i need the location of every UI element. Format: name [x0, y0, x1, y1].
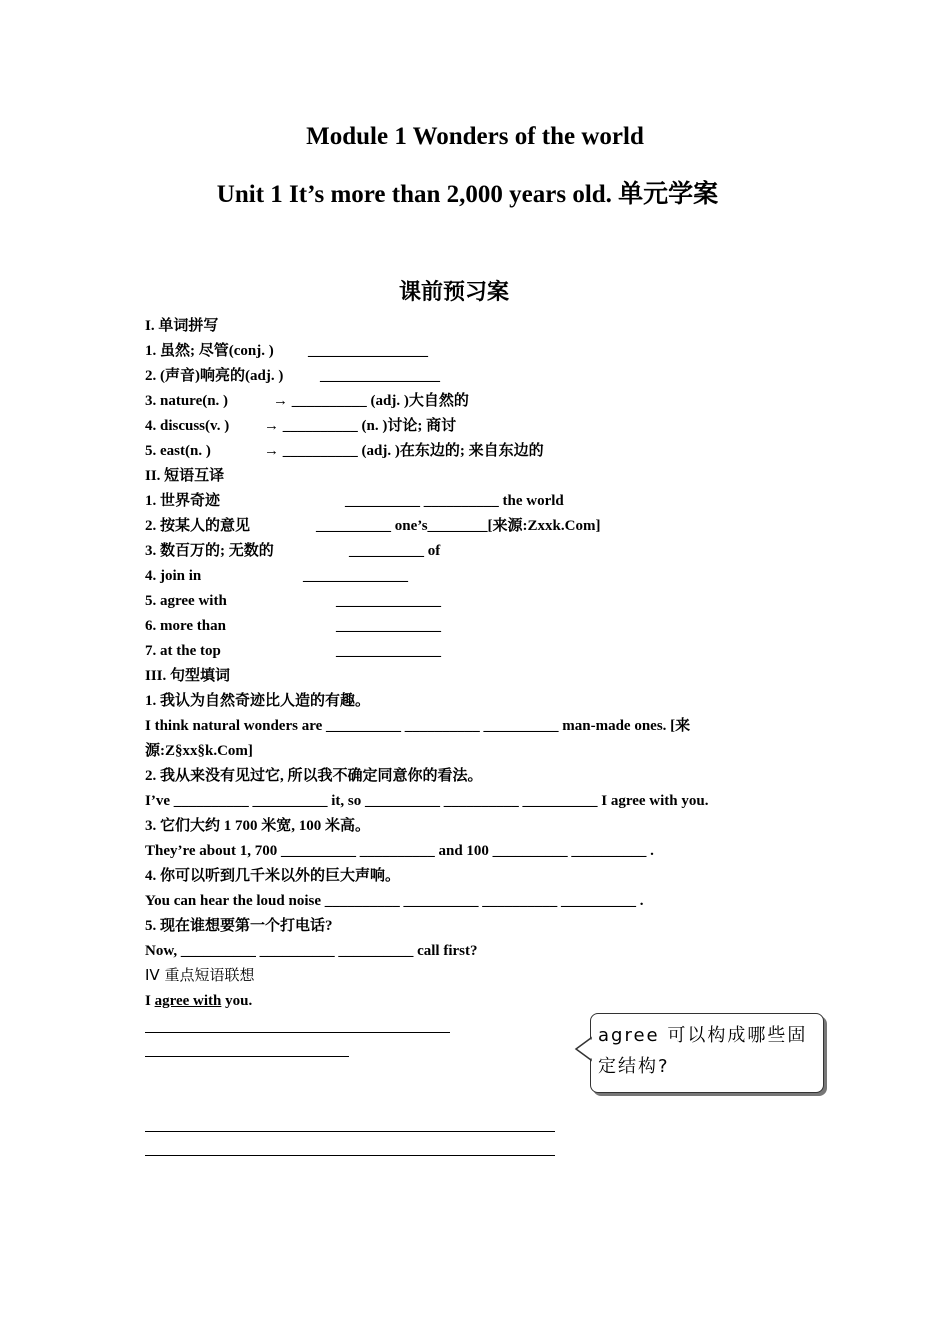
part3-q3-english: They’re about 1, 700 __________ __________ and 100 __________ __________ .	[145, 843, 654, 859]
part4-example: I agree with you.	[145, 993, 253, 1009]
part3-q4-chinese: 4. 你可以听到几千米以外的巨大声响。	[145, 868, 401, 884]
section-title: 课前预习案	[398, 280, 509, 305]
answer-line	[145, 1032, 450, 1033]
part1-item-5: 5. east(n. ) → __________ (adj. )在东边的; 来自东边的	[145, 443, 544, 459]
part2-item-2: 2. 按某人的意见 __________ one’s________[来源:Zxxk.Com]	[145, 518, 601, 534]
part3-q2-chinese: 2. 我从来没有见过它, 所以我不确定同意你的看法。	[145, 768, 483, 784]
part2-item-5: 5. agree with ______________	[145, 593, 441, 609]
part1-item-3: 3. nature(n. ) → __________ (adj. )大自然的	[145, 393, 469, 409]
part1-heading: I. 单词拼写	[145, 318, 219, 334]
title-line-1: Module 1 Wonders of the world	[306, 123, 644, 150]
speech-bubble-text: agree 可以构成哪些固定结构?	[598, 1025, 808, 1077]
part1-item-1: 1. 虽然; 尽管(conj. ) ________________	[145, 343, 428, 359]
title-line-2: Unit 1 It’s more than 2,000 years old. 单元学案	[216, 181, 719, 208]
part2-item-6: 6. more than ______________	[145, 618, 441, 634]
part2-item-4: 4. join in ______________	[145, 568, 408, 584]
part2-item-1: 1. 世界奇迹 __________ __________ the world	[145, 493, 564, 509]
part2-item-3: 3. 数百万的; 无数的 __________ of	[145, 543, 441, 559]
part3-q5-chinese: 5. 现在谁想要第一个打电话?	[145, 918, 333, 934]
part2-item-7: 7. at the top ______________	[145, 643, 441, 659]
part4-heading: IV 重点短语联想	[145, 966, 255, 984]
part3-q4-english: You can hear the loud noise __________ __________ __________ __________ .	[145, 893, 644, 909]
part3-q3-chinese: 3. 它们大约 1 700 米宽, 100 米高。	[145, 818, 371, 834]
part1-item-4: 4. discuss(v. ) → __________ (n. )讨论; 商讨	[145, 418, 457, 434]
answer-line	[145, 1056, 349, 1057]
part3-q5-english: Now, __________ __________ __________ call first?	[145, 943, 478, 959]
part3-q2-english: I’ve __________ __________ it, so __________ __________ __________ I agree with you.	[145, 793, 709, 809]
speech-bubble-tail-icon	[574, 1036, 594, 1062]
answer-line	[145, 1155, 555, 1156]
part3-q1-chinese: 1. 我认为自然奇迹比人造的有趣。	[145, 693, 371, 709]
part2-heading: II. 短语互译	[145, 468, 225, 484]
key-phrase: agree with	[154, 993, 222, 1009]
part3-q1-source: 源:Z§xx§k.Com]	[145, 743, 253, 759]
answer-line	[145, 1131, 555, 1132]
part1-item-2: 2. (声音)响亮的(adj. ) ________________	[145, 368, 440, 384]
part3-heading: III. 句型填词	[145, 668, 231, 684]
part3-q1-english: I think natural wonders are __________ __________ __________ man-made ones. [来	[145, 718, 691, 734]
